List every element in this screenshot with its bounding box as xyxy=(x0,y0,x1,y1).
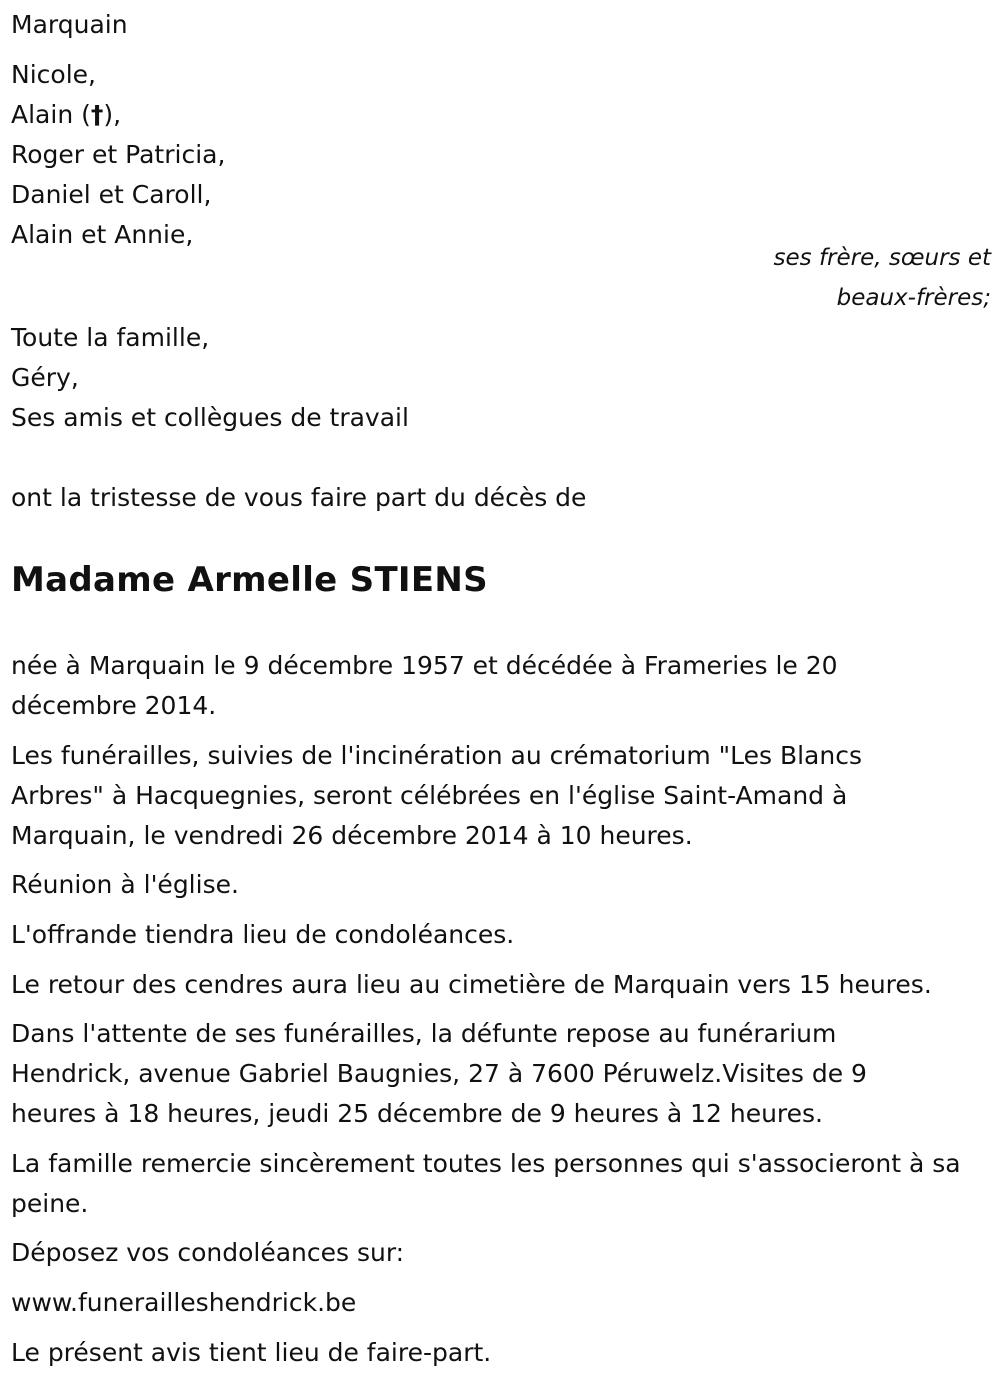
family-member-alain-deceased xyxy=(11,95,121,135)
family-member-nicole: Nicole, xyxy=(11,60,96,89)
ashes-text: Le retour des cendres aura lieu au cimetière de Marquain vers 15 heures. xyxy=(11,970,932,999)
member-name-after: ), xyxy=(103,100,122,129)
funeral-text: Les funérailles, suivies de l'incinération au crématorium "Les Blancs Arbres" à Hacquegnies, seront célébrées en l'église Saint-Amand à Marquain, le vendredi 26 décembre 2014 à 10 heures. xyxy=(11,741,862,850)
cross-icon: † xyxy=(90,100,104,129)
friends-colleagues: Ses amis et collègues de travail xyxy=(11,403,409,432)
relation-line-1: ses frère, sœurs et xyxy=(773,245,991,271)
notice-text: Le présent avis tient lieu de faire-part. xyxy=(11,1338,492,1367)
family-member-daniel-caroll: Daniel et Caroll, xyxy=(11,180,212,209)
birth-death-text: née à Marquain le 9 décembre 1957 et décédée à Frameries le 20 décembre 2014. xyxy=(11,651,838,720)
thanks-text: La famille remercie sincèrement toutes les personnes qui s'associeront à sa peine. xyxy=(11,1149,961,1218)
family-gery: Géry, xyxy=(11,363,79,392)
offering-text: L'offrande tiendra lieu de condoléances. xyxy=(11,920,515,949)
deceased-name: Madame Armelle STIENS xyxy=(11,560,488,600)
family-member-alain-annie: Alain et Annie, xyxy=(11,220,194,249)
rest-text: Dans l'attente de ses funérailles, la défunte repose au funérarium Hendrick, avenue Gabriel Baugnies, 27 à 7600 Péruwelz.Visites de 9 heures à 18 heures, jeudi 25 décembre de 9 heures à 12 heures. xyxy=(11,1019,867,1128)
condolences-website-link[interactable]: www.funerailleshendrick.be xyxy=(11,1288,357,1317)
family-member-roger-patricia: Roger et Patricia, xyxy=(11,140,226,169)
header-place: Marquain xyxy=(11,10,128,39)
family-all: Toute la famille, xyxy=(11,323,210,352)
meeting-text: Réunion à l'église. xyxy=(11,870,239,899)
announcement-intro: ont la tristesse de vous faire part du décès de xyxy=(11,483,587,512)
relation-line-2: beaux-frères; xyxy=(836,285,991,311)
member-name-before: Alain ( xyxy=(11,100,91,129)
condolences-intro: Déposez vos condoléances sur: xyxy=(11,1238,405,1267)
